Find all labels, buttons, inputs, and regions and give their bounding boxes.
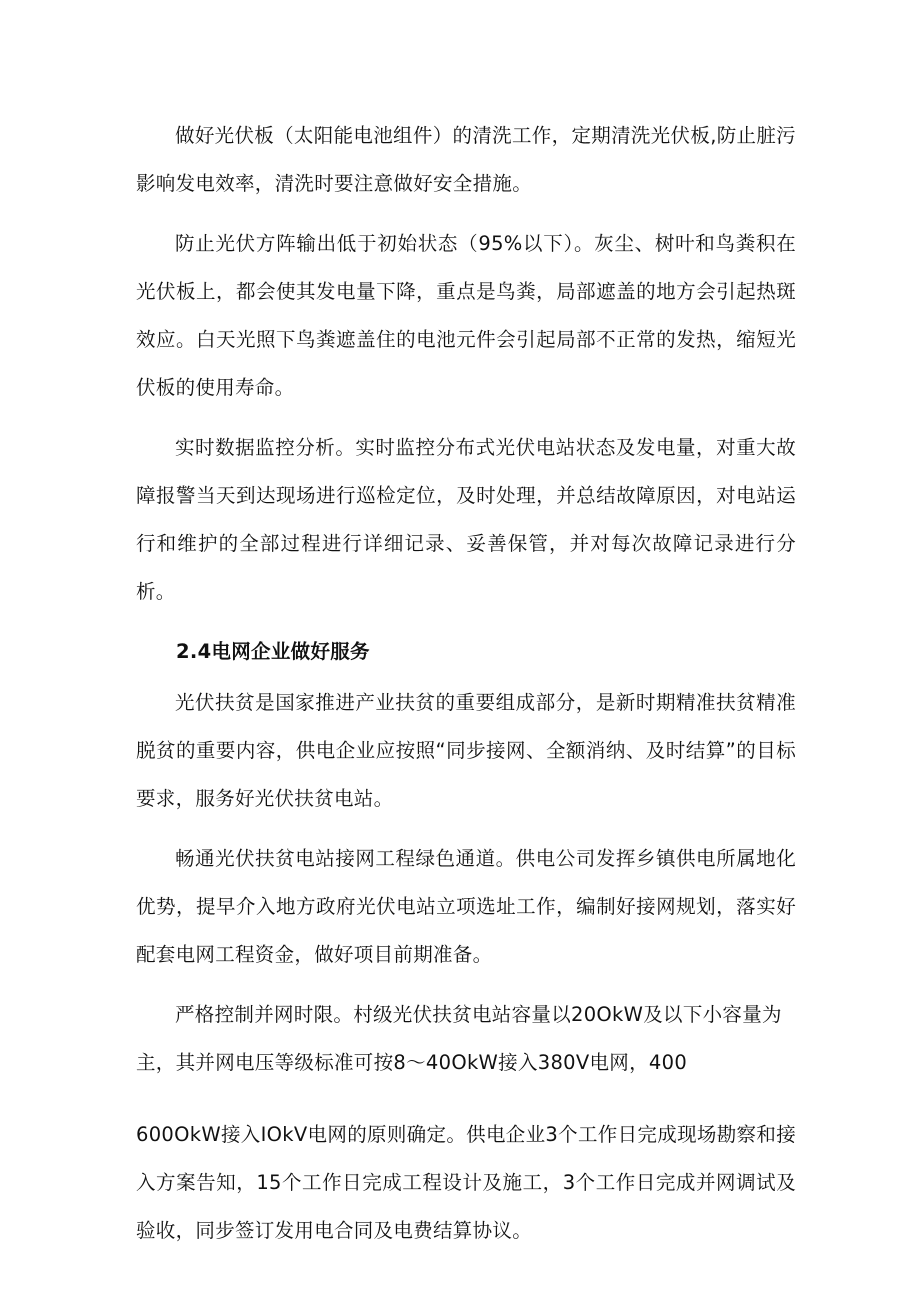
paragraph-poverty-alleviation: 光伏扶贫是国家推进产业扶贫的重要组成部分，是新时期精准扶贫精准脱贫的重要内容，供电企业应按照“同步接网、全额消纳、及时结算”的目标要求，服务好光伏扶贫电站。 xyxy=(136,691,796,810)
document-body xyxy=(136,112,796,1255)
paragraph-panel-cleaning: 做好光伏板（太阳能电池组件）的清洗工作，定期清洗光伏板,防止脏污影响发电效率，清洗时要注意做好安全措施。 xyxy=(136,124,796,195)
paragraph-grid-time-limit xyxy=(136,991,796,1255)
section-heading: 2.4电网企业做好服务 xyxy=(176,640,370,663)
paragraph-line: 主，其并网电压等级标准可按8〜40OkW接入380V电网，400 xyxy=(136,1051,688,1074)
paragraph-data-monitoring: 实时数据监控分析。实时监控分布式光伏电站状态及发电量，对重大故障报警当天到达现场进行巡检定位，及时处理，并总结故障原因，对电站运行和维护的全部过程进行详细记录、妥善保管，并对每次故障记录进行分析。 xyxy=(136,436,796,603)
paragraph-output-protection: 防止光伏方阵输出低于初始状态（95%以下）。灰尘、树叶和鸟粪积在光伏板上，都会使其发电量下降，重点是鸟粪，局部遮盖的地方会引起热斑效应。白天光照下鸟粪遮盖住的电池元件会引起局部不正常的发热，缩短光伏板的使用寿命。 xyxy=(136,232,796,399)
paragraph-green-channel: 畅通光伏扶贫电站接网工程绿色通道。供电公司发挥乡镇供电所属地化优势，提早介入地方政府光伏电站立项选址工作，编制好接网规划，落实好配套电网工程资金，做好项目前期准备。 xyxy=(136,847,796,966)
paragraph-line: 严格控制并网时限。村级光伏扶贫电站容量以20OkW及以下小容量为 xyxy=(175,1003,782,1026)
paragraph-continuation: 600OkW接入IOkV电网的原则确定。供电企业3个工作日完成现场勘察和接入方案告知，15个工作日完成工程设计及施工，3个工作日完成并网调试及验收，同步签订发用电合同及电费结算协议。 xyxy=(136,1123,796,1242)
